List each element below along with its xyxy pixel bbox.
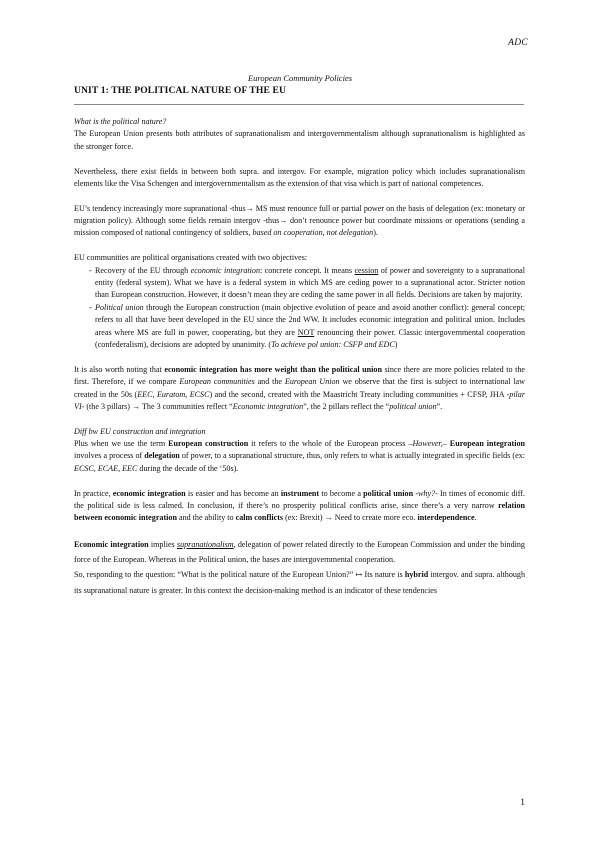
text-run: ).: [373, 228, 378, 238]
paragraph-economic-integration: [74, 537, 525, 567]
text-run-bold: hybrid: [404, 570, 429, 580]
paragraph-fields-between: Nevertheless, there exist fields in between both supra. and intergov. For example, migration policy which includes supranationalism elements like the Visa Schengen and intergovernmentalism as the extension of that visa which is part of national competences.: [74, 166, 525, 188]
text-run: intergov. and supra. although its supranational nature is greater. In this context the decision-making method is an indicator of these tendencies: [74, 570, 526, 595]
text-run: - In times of economic diff. the political side is less calmed. In conclusion, if there’s no prosperity political conflicts arise, since there’s a very narrow: [74, 488, 526, 510]
paragraph-eu-tendency: [74, 203, 525, 240]
text-run-italic: pilar VI-: [74, 389, 526, 411]
list-item: [74, 302, 525, 352]
text-run: (the 3 pillars) → The 3 communities reflect “: [84, 401, 233, 411]
paragraph-construction-vs-integration: [74, 438, 525, 475]
text-run: ): [394, 339, 398, 349]
text-run: (ex: Brexit) → Need to create more eco.: [283, 513, 418, 523]
text-run-italic: European Union: [284, 377, 340, 387]
header-initials: ADC: [508, 38, 528, 48]
section-question: What is the political nature?: [74, 117, 167, 126]
text-run-italic: why?: [418, 488, 436, 498]
text-run: through the European construction (main objective evolution of peace and avoid another conflict): general concept; refers to all that have been developed in the EU since the 2nd WW. It includes economic integration and political union. Includes areas where MS are full in power, cooperating, but they are: [95, 302, 525, 337]
document-subtitle: European Community Policies: [247, 73, 353, 83]
page-number: 1: [520, 798, 525, 808]
title-divider: [74, 104, 524, 105]
text-run: ”, the 2 pillars reflect the “: [303, 401, 390, 411]
text-run: and the: [254, 377, 285, 387]
list-bullet: -: [89, 265, 92, 275]
text-run: during the decade of the ‘50s).: [137, 463, 239, 473]
text-run: to become a: [319, 488, 364, 498]
text-run: we observe that the first is subject to international law created in the 50s (: [74, 377, 525, 399]
text-run: -: [413, 488, 419, 498]
text-run: , delegation of power related directly to the European Commission and under the binding force of the European. Whereas in the Political union, the bases are intergovernmental cooperation.: [74, 540, 525, 565]
text-run: So, responding to the question: “What is the political nature of the European Union?” ↦ Its nature is: [74, 570, 405, 580]
text-run: .: [474, 513, 477, 523]
text-run-italic: To achieve pol union: CSFP and EDC: [271, 339, 395, 349]
text-run-italic: economic integration: [190, 265, 260, 275]
text-run-italic: –However,–: [408, 439, 447, 449]
text-run-italic: based on cooperation, not delegation: [252, 228, 374, 238]
paragraph-conclusion: [74, 567, 525, 597]
text-run: of power and sovereignty to a supranational entity (federal system). What we have is a federal system in which MS are ceding power to a supranational actor. Stricter notion than European construction. However, it doesn’t mean they are ceding the same power in all fields. Decisions are taken by majority.: [95, 265, 525, 300]
text-run-italic: Political union: [95, 302, 144, 312]
text-run-bold: calm conflicts: [235, 513, 284, 523]
paragraph-economic-weight: [74, 364, 525, 414]
text-run: It is also worth noting that: [74, 364, 165, 374]
text-run-bold: economic integration: [112, 488, 186, 498]
list-bullet: -: [89, 302, 92, 312]
text-run-italic: ECSC, ECAE, EEC: [74, 463, 138, 473]
document-body: [74, 116, 525, 610]
text-run-italic: political union: [389, 401, 437, 411]
objectives-list: [74, 265, 525, 352]
text-run-italic: EEC, Euratom, ECSC: [137, 389, 210, 399]
text-run: implies: [148, 540, 177, 550]
text-run-bold: delegation: [144, 451, 180, 461]
text-run-underlined: NOT: [297, 327, 315, 337]
text-run-bold: relation between economic integration: [74, 500, 525, 523]
section-heading: Diff bw EU construction and integration: [74, 426, 206, 436]
text-run: EU’s tendency increasingly more supranational -thus→ MS must renounce full or partial power on the basis of delegation (ex: monetary or migration policy). Although some fields remain intergov -thus→ don’t renounce power but coordinate missions or operations (sending a mission composed of national contingency of soldiers,: [74, 203, 525, 238]
text-run: In practice,: [74, 488, 113, 498]
text-run: ”.: [436, 401, 443, 411]
text-run-bold: economic integration has more weight than the political union: [164, 364, 382, 374]
text-run: since there are more policies related to the first. Therefore, if we compare: [74, 364, 525, 387]
text-run-bold: European integration: [449, 439, 525, 449]
text-run: Plus when we use the term: [74, 439, 169, 449]
text-run-italic: European communities: [179, 377, 255, 387]
list-item: [74, 265, 525, 302]
text-run-bold: interdependence: [417, 513, 475, 523]
paragraph-in-practice: [74, 488, 525, 525]
text-run: it refers to the whole of the European process: [248, 439, 409, 449]
text-run: of power, to a supranational structure, thus, only refers to what is actually integrated in specific fields (ex:: [179, 451, 525, 461]
text-run-italic-underlined: supranationalism: [176, 540, 234, 550]
text-run: renouncing their power. Classic intergovernmental cooperation (confederalism), decisions are adopted by unanimity. (: [95, 327, 525, 349]
text-run-bold: European construction: [168, 439, 249, 449]
document-title: UNIT 1: THE POLITICAL NATURE OF THE EU: [74, 85, 286, 96]
text-run: involves a process of: [74, 451, 145, 461]
text-run: is easier and has become an: [185, 488, 281, 498]
text-run: ) and the second, created with the Maastricht Treaty including communities + CFSP, JHA -: [209, 389, 510, 399]
paragraph-intro: The European Union presents both attributes of supranationalism and intergovernmentalism although supranationalism is highlighted as the stronger force.: [74, 129, 525, 151]
text-run: and the ability to: [176, 513, 236, 523]
paragraph-objectives-intro: EU communities are political organisations created with two objectives:: [74, 253, 308, 263]
text-run: : concrete concept. It means: [260, 265, 355, 275]
text-run-bold: instrument: [280, 488, 320, 498]
text-run-italic: Economic integration: [232, 401, 304, 411]
text-run-underlined: cession: [354, 265, 379, 275]
text-run-bold: Economic integration: [74, 540, 149, 550]
text-run: Recovery of the EU through: [95, 265, 191, 275]
text-run-bold: political union: [363, 488, 414, 498]
